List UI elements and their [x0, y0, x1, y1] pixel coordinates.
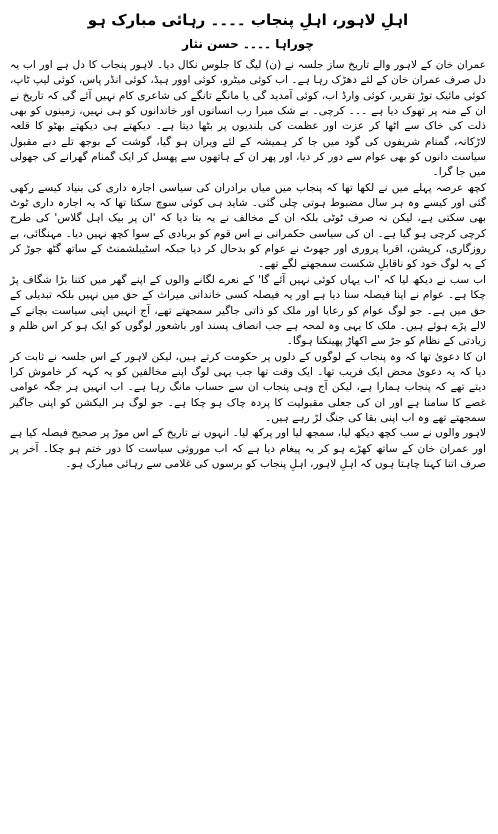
- column-title: اہلِ لاہور، اہلِ پنجاب ۔۔۔۔ رہائی مبارک ہو: [87, 11, 409, 29]
- paragraph: کچھ عرصہ پہلے میں نے لکھا تھا کہ پنجاب میں میاں برادران کی سیاسی اجارہ داری کی بنیاد کیسے رکھی گئی اور کیسے وہ ہر سال مضبوط ہوتی چلی گئی۔ شاید ہی کوئی سوچ سکتا تھا کہ یہ اجارہ داری ٹوٹ بھی سکتی ہے، لیکن نہ صرف ٹوٹی بلکہ ان کے مخالف نے یہ بتا دیا کہ 'ان پر بیک اہل گلاس' کی طرح کرچی کرچی ہو گیا ہے۔ ان کی سیاسی حکمرانی نے اس قوم کو بربادی کے سوا کچھ نہیں دیا۔ مہنگائی، بے روزگاری، کرپشن، اقربا پروری اور جھوٹ نے عوام کو بدحال کر دیا جبکہ اسٹیبلشمنٹ کے ساتھ گٹھ جوڑ کر کے یہ لوگ خود کو ناقابلِ شکست سمجھنے لگے تھے۔: [10, 181, 486, 271]
- paragraph: ان کا دعویٰ تھا کہ وہ پنجاب کے لوگوں کے دلوں پر حکومت کرتے ہیں، لیکن لاہور کے اس جلسہ نے ثابت کر دیا کہ یہ دعویٰ محض ایک فریب تھا۔ ایک وقت تھا جب یہی لوگ اپنے مخالفین کو یہ کہہ کر خاموش کرا دیتے تھے کہ پنجاب ہمارا ہے، لیکن آج وہی پنجاب ان سے حساب مانگ رہا ہے۔ اب انہیں ہر جگہ عوامی غصے کا سامنا ہے اور ان کی جعلی مقبولیت کا پردہ چاک ہو چکا ہے۔ جو لوگ ہر الیکشن کو اپنی جاگیر سمجھتے تھے وہ اب اپنی بقا کی جنگ لڑ رہے ہیں۔: [10, 350, 486, 424]
- column-body: [10, 58, 486, 472]
- column-byline: چوراہا ۔۔۔۔ حسن نثار: [182, 37, 314, 51]
- paragraph: عمران خان کے لاہور والے تاریخ ساز جلسہ نے (ن) لیگ کا جلوس نکال دیا۔ لاہور پنجاب کا دل ہے اور اب یہ دل صرف عمران خان کے لئے دھڑک رہا ہے۔ اب کوئی میٹرو، کوئی اوور ہیڈ، کوئی انڈر پاس، کوئی لیپ ٹاپ، کوئی مائیک توڑ تقریر، کوئی وارڈ اب، کوئی آمدید گی یا مانگے تانگے کی شاعری کام نہیں آئے گی کہ تاریخ نے ان کے منہ پر تھوک دیا ہے ۔۔۔ کرچی۔ بے شک میرا رب انسانوں اور خاندانوں کو ہی نہیں، زمینوں کو بھی ذلت کی خاک سے اٹھا کر عزت اور عظمت کی بلندیوں پر بٹھا دیتا ہے۔ دیکھتے ہی دیکھتے بھٹو کا قلعہ لاڑکانہ، گمنام شریفوں کی گود میں جا کر ہمیشہ کے لئے ویران ہو گیا، گوشت کے بوجھ تلے دبے مقبول سیاست دانوں کو بھی عوام سے دور کر دیا، اور پھر ان کے ہاتھوں سے پھسل کر ایک گمنام گھرانے کی جھولی میں جا گرا۔: [10, 59, 486, 179]
- paragraph: اب سب نے دیکھ لیا کہ 'اب یہاں کوئی نہیں آئے گا' کے نعرے لگانے والوں کے اپنے گھر میں کتنا بڑا شگاف پڑ چکا ہے۔ عوام نے اپنا فیصلہ سنا دیا ہے اور یہ فیصلہ کسی خاندانی میراث کے حق میں نہیں بلکہ تبدیلی کے حق میں ہے۔ جو لوگ عوام کو رعایا اور ملک کو ذاتی جاگیر سمجھتے تھے، آج انہیں اپنی سیاست بچانے کے لالے پڑے ہوئے ہیں۔ ملک کا یہی وہ لمحہ ہے جب انصاف پسند اور باشعور لوگوں کو ایک ہو کر اس ظلم و زیادتی کے نظام کو جڑ سے اکھاڑ پھینکنا ہوگا۔: [10, 273, 486, 348]
- paragraph: لاہور والوں نے سب کچھ دیکھ لیا، سمجھ لیا اور پرکھ لیا۔ انہوں نے تاریخ کے اس موڑ پر صحیح فیصلہ کیا ہے اور عمران خان کے ساتھ کھڑے ہو کر یہ پیغام دیا ہے کہ اب موروثی سیاست کا دور ختم ہو چکا۔ آخر پر صرف اتنا کہنا چاہتا ہوں کہ اہلِ لاہور، اہلِ پنجاب کو برسوں کی غلامی سے رہائی مبارک ہو۔: [10, 427, 486, 470]
